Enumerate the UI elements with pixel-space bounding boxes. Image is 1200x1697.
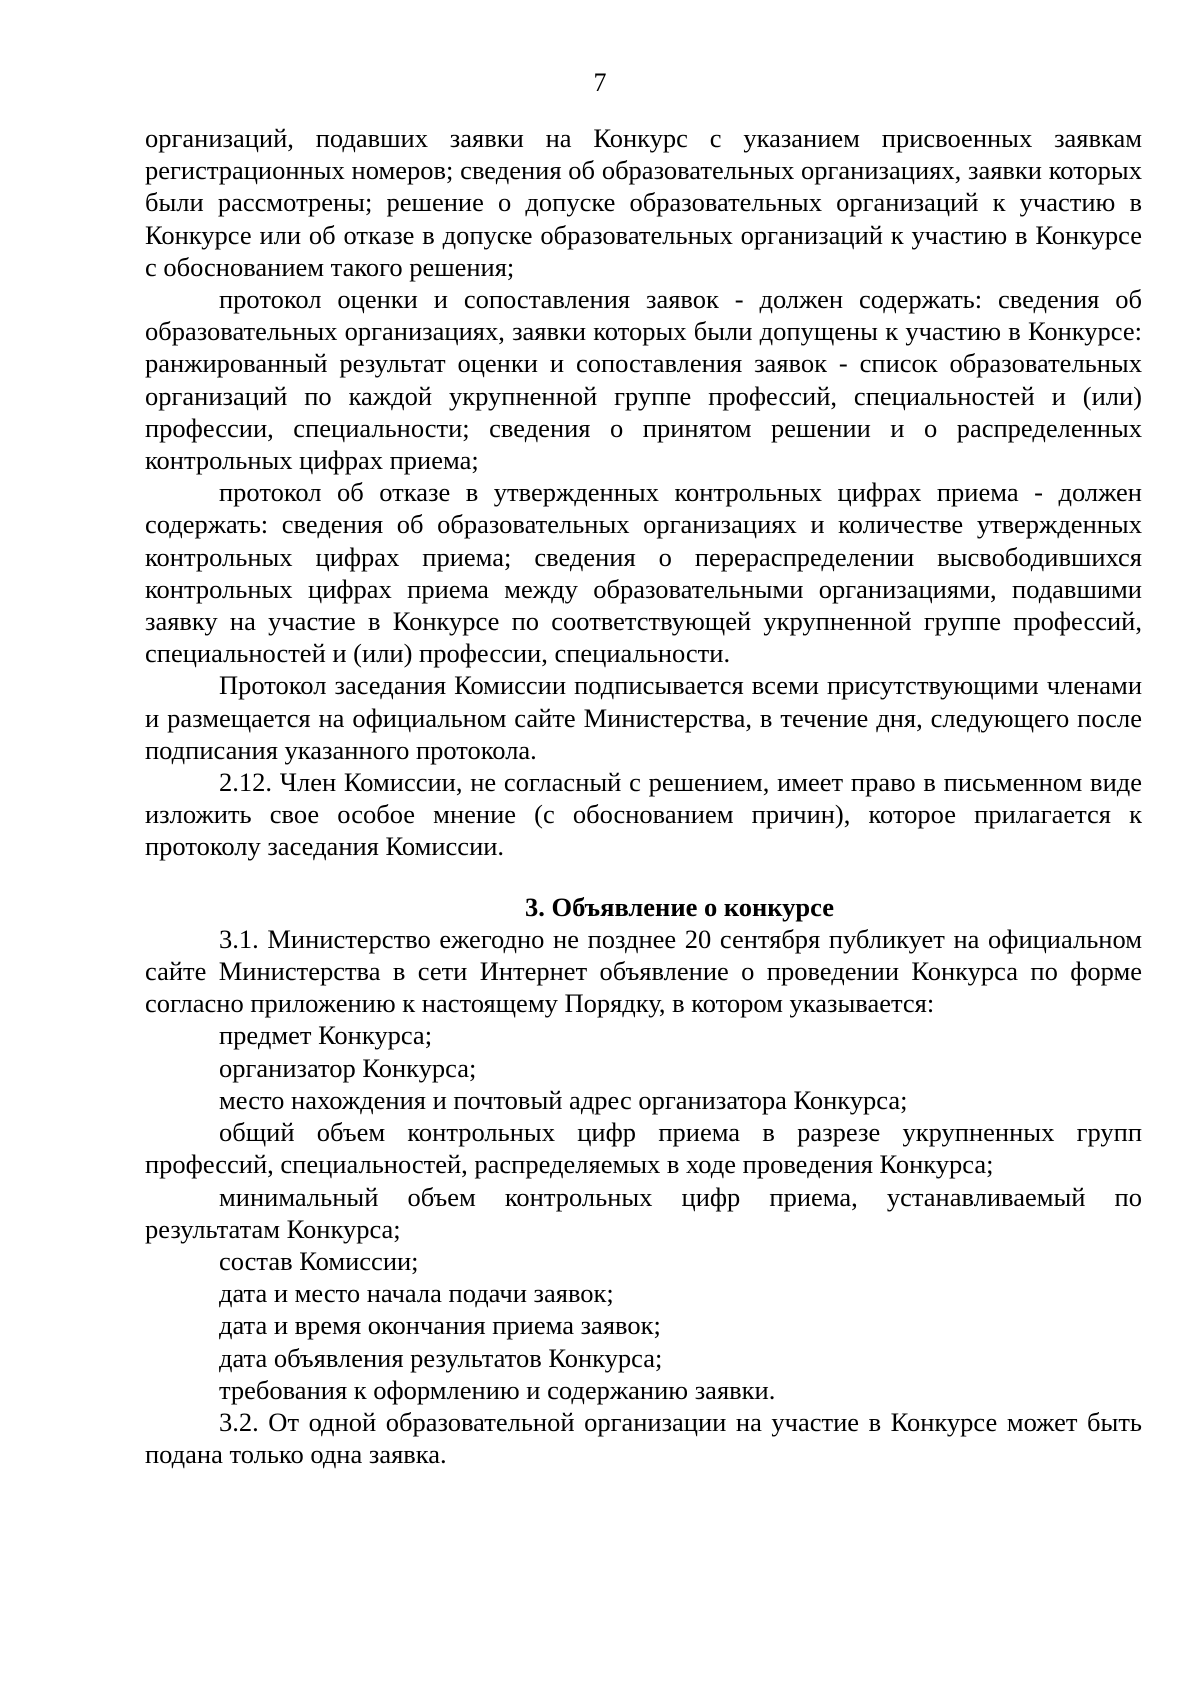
paragraph-3-2: 3.2. От одной образовательной организации на участие в Конкурсе может быть подана только одна заявка. bbox=[145, 1406, 1142, 1470]
page-number: 7 bbox=[593, 68, 607, 97]
document-body bbox=[145, 122, 1142, 1470]
paragraph-protocol-signing: Протокол заседания Комиссии подписывается всеми присутствующими членами и размещается на официальном сайте Министерства, в течение дня, следующего после подписания указанного протокола. bbox=[145, 670, 1142, 765]
list-item-minimal-volume: минимальный объем контрольных цифр приема, устанавливаемый по результатам Конкурса; bbox=[145, 1181, 1142, 1244]
list-item-commission: состав Комиссии; bbox=[219, 1245, 419, 1276]
section-heading: 3. Объявление о конкурсе bbox=[524, 891, 835, 922]
list-item-address: место нахождения и почтовый адрес организатора Конкурса; bbox=[219, 1084, 908, 1115]
list-item-organizer: организатор Конкурса; bbox=[219, 1052, 477, 1083]
list-item-start-date: дата и место начала подачи заявок; bbox=[219, 1278, 614, 1309]
paragraph-2-12: 2.12. Член Комиссии, не согласный с решением, имеет право в письменном виде изложить свое особое мнение (с обоснованием причин), которое прилагается к протоколу заседания Комиссии. bbox=[145, 767, 1142, 862]
list-item-requirements: требования к оформлению и содержанию заявки. bbox=[219, 1374, 776, 1405]
paragraph-3-1: 3.1. Министерство ежегодно не позднее 20 сентября публикует на официальном сайте Министерства в сети Интернет объявление о проведении Конкурса по форме согласно приложению к настоящему Порядку, в котором указывается: bbox=[145, 923, 1142, 1019]
paragraph-refusal-protocol: протокол об отказе в утвержденных контрольных цифрах приема - должен содержать: сведения об образовательных организациях и количестве утвержденных контрольных цифрах приема; сведения о перераспределении высвободившихся контрольных цифрах приема между образовательными организациями, подавшими заявку на участие в Конкурсе по соответствующей укрупненной группе профессий, специальностей и (или) профессии, специальности. bbox=[145, 477, 1142, 669]
paragraph-continuation: организаций, подавших заявки на Конкурс с указанием присвоенных заявкам регистрационных номеров; сведения об образовательных организациях, заявки которых были рассмотрены; решение о допуске образовательных организаций к участию в Конкурсе или об отказе в допуске образовательных организаций к участию в Конкурсе с обоснованием такого решения; bbox=[145, 123, 1142, 282]
paragraph-evaluation-protocol: протокол оценки и сопоставления заявок - должен содержать: сведения об образовательных организациях, заявки которых были допущены к участию в Конкурсе: ранжированный результат оценки и сопоставления заявок - список образовательных организаций по каждой укрупненной группе профессий, специальностей и (или) профессии, специальности; сведения о принятом решении и о распределенных контрольных цифрах приема; bbox=[145, 284, 1142, 476]
list-item-subject: предмет Конкурса; bbox=[219, 1020, 433, 1051]
list-item-end-date: дата и время окончания приема заявок; bbox=[219, 1310, 661, 1341]
list-item-total-volume: общий объем контрольных цифр приема в разрезе укрупненных групп профессий, специальностей, распределяемых в ходе проведения Конкурса; bbox=[145, 1117, 1142, 1180]
list-item-results-date: дата объявления результатов Конкурса; bbox=[219, 1342, 663, 1373]
